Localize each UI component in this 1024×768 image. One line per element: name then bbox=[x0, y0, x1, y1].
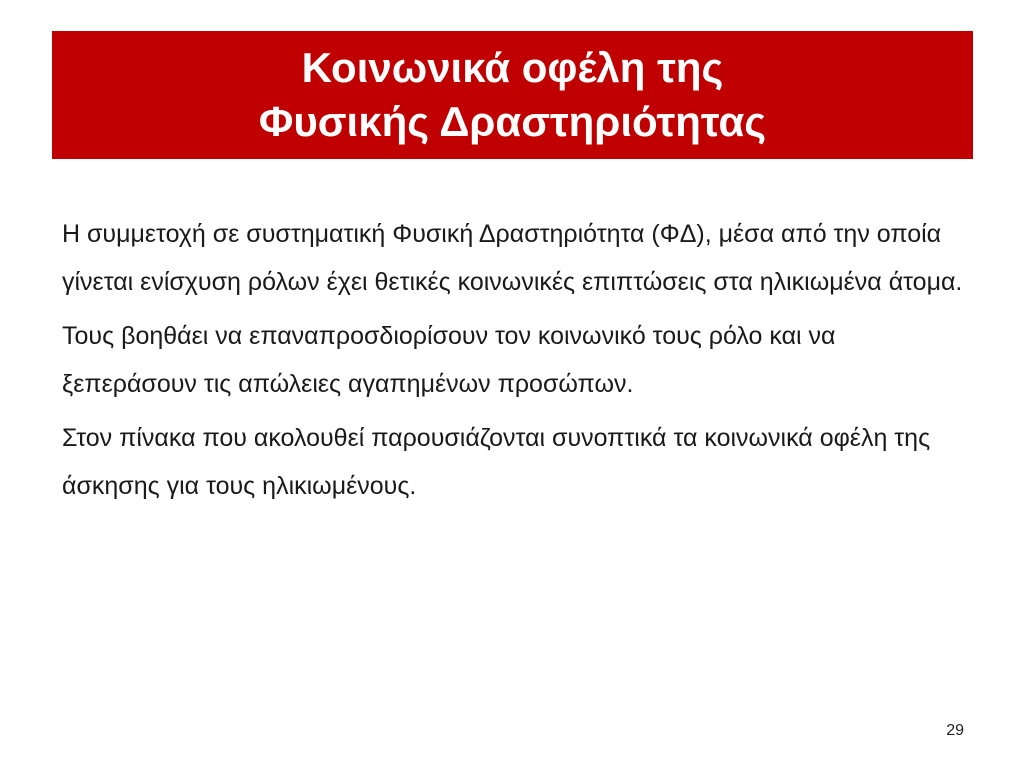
page-number: 29 bbox=[946, 722, 964, 739]
body-paragraph-2: Τους βοηθάει να επαναπροσδιορίσουν τον κοινωνικό τους ρόλο και να ξεπεράσουν τις απώλειες αγαπημένων προσώπων. bbox=[62, 322, 836, 398]
body-paragraph-3: Στον πίνακα που ακολουθεί παρουσιάζονται συνοπτικά τα κοινωνικά οφέλη της άσκησης για τους ηλικιωμένους. bbox=[62, 424, 931, 500]
title-banner bbox=[52, 31, 973, 159]
slide-title-line-2: Φυσικής Δραστηριότητας bbox=[258, 98, 767, 145]
slide-title-line-1: Κοινωνικά οφέλη της bbox=[301, 44, 724, 91]
slide-body bbox=[62, 210, 977, 516]
body-paragraph-1: Η συμμετοχή σε συστηματική Φυσική Δραστηριότητα (ΦΔ), μέσα από την οποία γίνεται ενίσχυση ρόλων έχει θετικές κοινωνικές επιπτώσεις στα ηλικιωμένα άτομα. bbox=[62, 220, 963, 296]
